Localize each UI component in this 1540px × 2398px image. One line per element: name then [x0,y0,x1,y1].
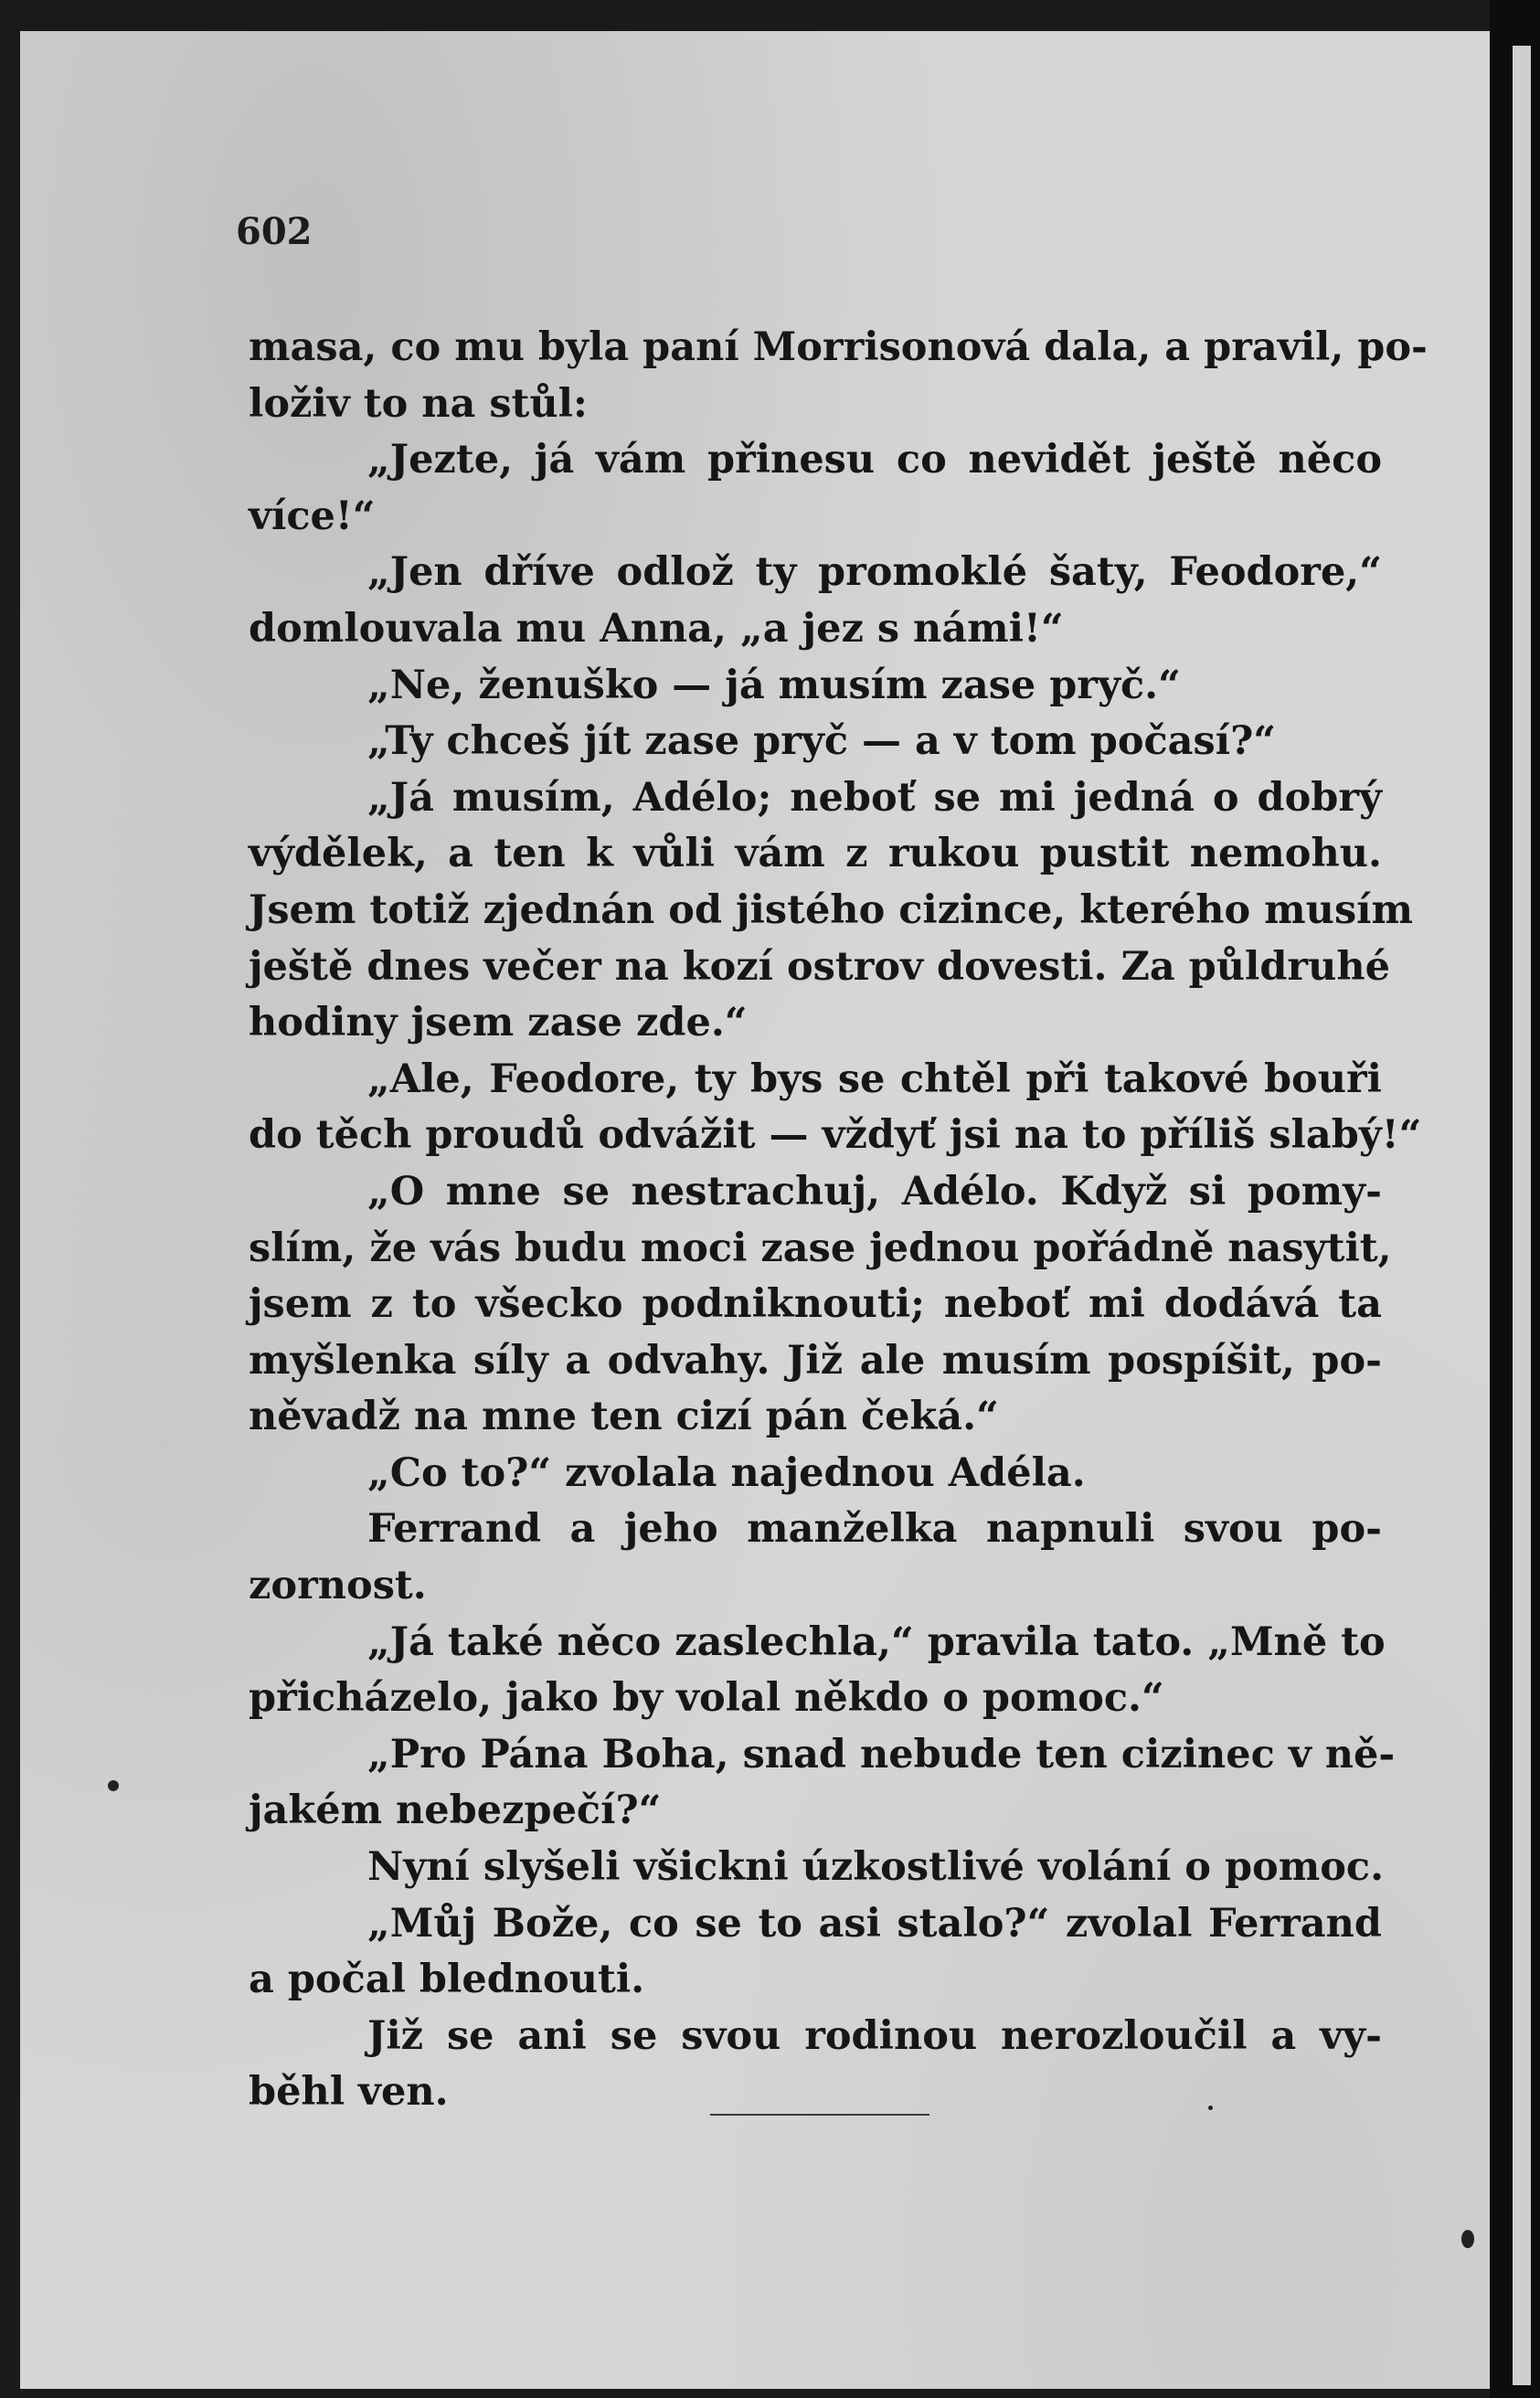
text-line: „O mne se nestrachuj, Adélo. Když si pomy- [367,1168,1382,1215]
text-line: zornost. [249,1563,427,1609]
text-line: přicházelo, jako by volal někdo o pomoc.“ [249,1675,1164,1722]
text-line: jsem z to všecko podniknouti; neboť mi dodává ta [249,1281,1382,1328]
text-line: „Já musím, Adélo; neboť se mi jedná o dobrý [367,774,1382,821]
text-line: domlouvala mu Anna, „a jez s námi!“ [249,605,1064,652]
text-line: „Co to?“ zvolala najednou Adéla. [367,1449,1086,1496]
text-line: „Ne, ženuško — já musím zase pryč.“ [367,662,1181,708]
text-line: slím, že vás budu moci zase jednou pořádně nasytit, [249,1225,1392,1271]
ink-speck [1461,2230,1474,2248]
text-line: „Pro Pána Boha, snad nebude ten cizinec v ně- [367,1731,1396,1777]
end-divider [710,2114,929,2116]
scan-page-edge-strip [1513,46,1531,2385]
text-line: „Jezte, já vám přinesu co nevidět ještě něco [367,437,1382,483]
text-line: „Ale, Feodore, ty bys se chtěl při takové bouři [367,1056,1382,1102]
text-line: a počal blednouti. [249,1957,645,2003]
text-line: běhl ven. [249,2069,449,2116]
page-number: 602 [236,210,313,253]
ink-speck [108,1780,119,1791]
text-line: loživ to na stůl: [249,380,588,427]
text-line: něvadž na mne ten cizí pán čeká.“ [249,1394,999,1440]
text-line: výdělek, a ten k vůli vám z rukou pustit nemohu. [249,831,1382,877]
text-line: Jsem totiž zjednán od jistého cizince, kterého musím [249,886,1413,933]
text-line: do těch proudů odvážit — vždyť jsi na to příliš slabý!“ [249,1112,1422,1159]
text-line: Ferrand a jeho manželka napnuli svou po- [367,1506,1382,1553]
text-body [249,320,1428,2121]
text-line: hodiny jsem zase zde.“ [249,1000,748,1046]
text-line: více!“ [249,493,376,539]
text-line: ještě dnes večer na kozí ostrov dovesti. Za půldruhé [249,943,1390,990]
text-line: masa, co mu byla paní Morrisonová dala, a pravil, po- [249,324,1428,370]
text-line: jakém nebezpečí?“ [249,1788,662,1834]
book-page [20,31,1490,2389]
text-line: myšlenka síly a odvahy. Již ale musím pospíšit, po- [249,1337,1382,1384]
text-line: „Ty chceš jít zase pryč — a v tom počasí?“ [367,718,1277,765]
text-line: „Můj Bože, co se to asi stalo?“ zvolal Ferrand [367,1900,1382,1947]
text-line: „Jen dříve odlož ty promoklé šaty, Feodore,“ [367,549,1382,596]
text-line: „Já také něco zaslechla,“ pravila tato. „Mně to [367,1618,1386,1665]
ink-speck [1208,2106,1213,2110]
text-line: Nyní slyšeli všickni úzkostlivé volání o pomoc. [367,1844,1385,1891]
text-line: Již se ani se svou rodinou nerozloučil a vy- [367,2012,1382,2059]
